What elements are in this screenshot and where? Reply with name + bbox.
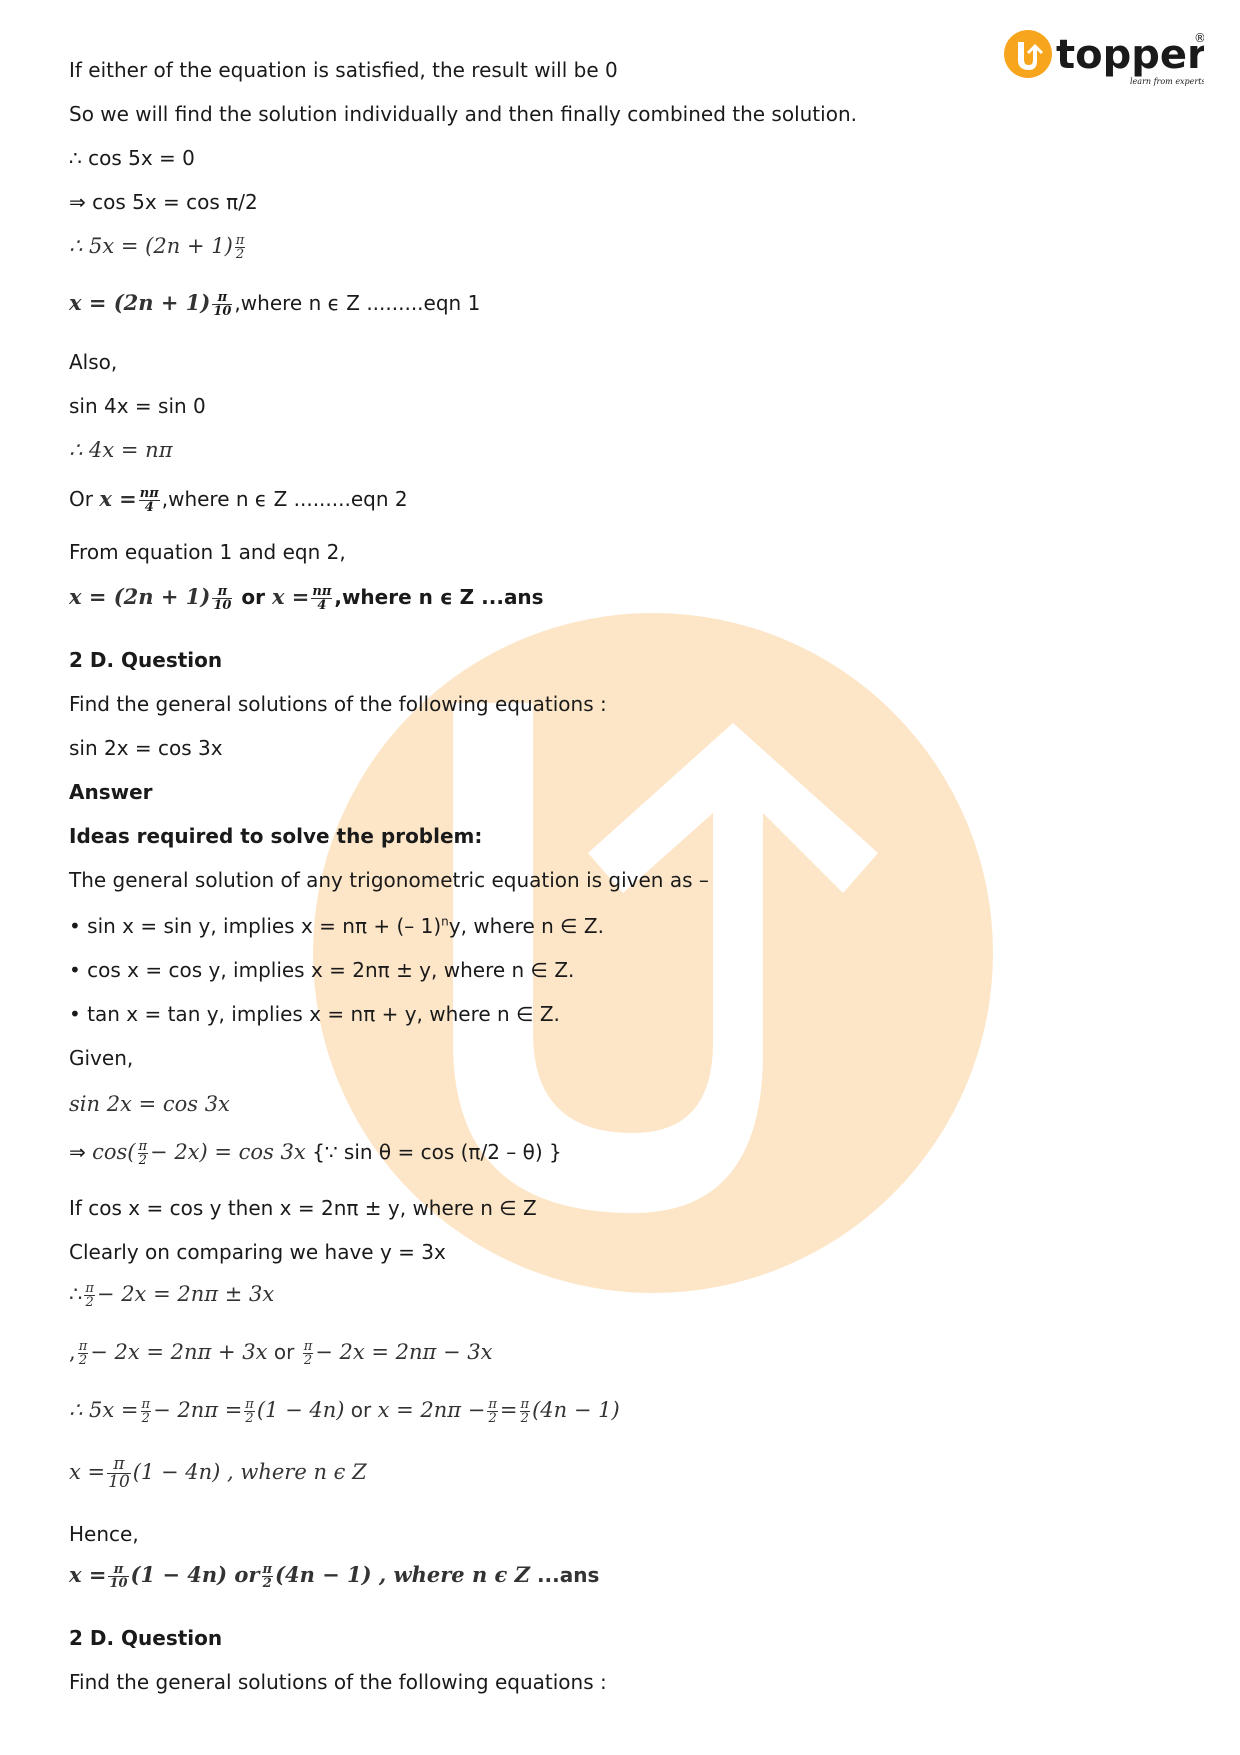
question-heading: 2 D. Question	[69, 1626, 223, 1650]
equation-line	[69, 290, 480, 318]
denominator: 2	[85, 1295, 94, 1310]
text-line: Given,	[69, 1046, 134, 1070]
equation-line: ∴ 4x = nπ	[69, 438, 173, 462]
denominator: 2	[138, 1153, 147, 1168]
equation-math: x =	[69, 1460, 106, 1484]
denominator: 4	[311, 598, 332, 612]
numerator: π	[303, 1339, 313, 1354]
answer-heading: Answer	[69, 780, 153, 804]
list-item-text: • sin x = sin y, implies x = nπ + (– 1)	[69, 914, 442, 938]
denominator: 2	[262, 1576, 272, 1591]
equation-text: ∴ 5x = (2n + 1)	[69, 234, 233, 258]
text-line: ∴ cos 5x = 0	[69, 146, 195, 170]
denominator: 4	[139, 500, 160, 514]
topper-logo-icon	[1004, 30, 1204, 92]
text-line: Hence,	[69, 1522, 139, 1546]
numerator: π	[217, 584, 228, 599]
question-equation: sin 2x = cos 3x	[69, 736, 223, 760]
answer-equation	[69, 1562, 599, 1590]
equation-math: ∴ 5x =	[69, 1398, 139, 1422]
brand-tagline: learn from experts	[1130, 77, 1204, 86]
therefore-symbol: ∴	[69, 1282, 83, 1306]
equation-note: ...ans	[529, 1563, 600, 1587]
equation-note: ,where n ϵ Z .........eqn 1	[234, 291, 481, 315]
denominator: 10	[108, 1472, 130, 1492]
denominator: 2	[303, 1353, 313, 1368]
equation-line	[69, 1398, 620, 1425]
equation-line	[69, 1282, 274, 1309]
question-heading: 2 D. Question	[69, 648, 223, 672]
equation-math: (4n − 1) , where n ϵ Z	[275, 1562, 530, 1587]
equation-math: − 2x = 2nπ ± 3x	[96, 1282, 275, 1306]
equation-line	[69, 234, 247, 261]
equation-note: {∵ sin θ = cos (π/2 – θ) }	[305, 1140, 562, 1164]
list-item: • cos x = cos y, implies x = 2nπ ± y, where n ∈ Z.	[69, 958, 575, 982]
text-line: The general solution of any trigonometric equation is given as –	[69, 868, 709, 892]
text-line: Also,	[69, 350, 118, 374]
equation-note: ,where n ϵ Z ...ans	[334, 585, 544, 609]
equation-math: (1 − 4n) , where n ϵ Z	[132, 1460, 367, 1484]
question-prompt: Find the general solutions of the following equations :	[69, 692, 607, 716]
equation-math: x = (2n + 1)	[69, 584, 211, 609]
numerator: π	[85, 1281, 94, 1296]
numerator: π	[245, 1397, 254, 1412]
numerator: π	[235, 233, 245, 248]
equation-line	[69, 1340, 493, 1367]
text-line: sin 4x = sin 0	[69, 394, 206, 418]
equation-text: or	[234, 585, 272, 609]
numerator: π	[113, 1562, 124, 1577]
equation-math: − 2x) = cos 3x	[150, 1140, 306, 1164]
equation-math: cos(	[92, 1140, 136, 1164]
brand-name: topper	[1056, 32, 1204, 78]
equation-text: x = (2n + 1)	[69, 290, 211, 315]
text-line: So we will find the solution individually and then finally combined the solution.	[69, 102, 857, 126]
numerator: π	[520, 1397, 530, 1412]
ideas-heading: Ideas required to solve the problem:	[69, 824, 483, 848]
numerator: nπ	[312, 584, 332, 599]
text-line: ⇒ cos 5x = cos π/2	[69, 190, 258, 214]
denominator: 10	[213, 598, 232, 613]
numerator: π	[78, 1339, 88, 1354]
equation-math: − 2x = 2nπ + 3x	[90, 1340, 268, 1364]
numerator: π	[262, 1562, 273, 1577]
denominator: 2	[245, 1411, 254, 1426]
equation-math: − 2nπ =	[153, 1398, 243, 1422]
denominator: 10	[109, 1576, 128, 1591]
text-line: If cos x = cos y then x = 2nπ ± y, where n ∈ Z	[69, 1196, 537, 1220]
equation-math: − 2x = 2nπ − 3x	[315, 1340, 493, 1364]
list-item: • tan x = tan y, implies x = nπ + y, where n ∈ Z.	[69, 1002, 560, 1026]
equation-line: sin 2x = cos 3x	[69, 1092, 230, 1116]
equation-note: ,where n ϵ Z .........eqn 2	[161, 487, 408, 511]
equation-text: or	[344, 1398, 378, 1422]
list-item	[69, 914, 604, 938]
equation-math: x =	[271, 584, 310, 609]
equation-math: x =	[69, 1562, 107, 1587]
numerator: π	[138, 1139, 148, 1154]
equation-math: (1 − 4n) or	[130, 1562, 260, 1587]
denominator: 2	[520, 1411, 529, 1426]
registered-mark: ®	[1194, 31, 1204, 45]
denominator: 2	[488, 1411, 497, 1426]
equation-text: ,	[69, 1340, 76, 1364]
equation-math: (4n − 1)	[532, 1398, 620, 1422]
equation-math: (1 − 4n)	[256, 1398, 345, 1422]
question-prompt: Find the general solutions of the following equations :	[69, 1670, 607, 1694]
topper-logo	[1004, 30, 1204, 92]
answer-equation	[69, 584, 544, 612]
equation-line	[69, 486, 408, 514]
denominator: 10	[213, 304, 232, 319]
equation-text: ⇒	[69, 1140, 93, 1164]
numerator: π	[488, 1397, 497, 1412]
denominator: 2	[235, 247, 245, 262]
numerator: π	[113, 1454, 125, 1474]
equation-math: x =	[99, 486, 137, 511]
equation-text: or	[267, 1340, 301, 1364]
equation-text: Or	[69, 487, 100, 511]
numerator: π	[217, 290, 228, 305]
equation-math: x = 2nπ −	[377, 1398, 486, 1422]
equation-math: =	[499, 1398, 518, 1422]
numerator: π	[141, 1397, 151, 1412]
list-item-text: y, where n ∈ Z.	[448, 914, 604, 938]
text-line: From equation 1 and eqn 2,	[69, 540, 346, 564]
superscript: n	[441, 914, 449, 929]
text-line: If either of the equation is satisfied, the result will be 0	[69, 58, 618, 82]
equation-line	[69, 1140, 562, 1167]
denominator: 2	[78, 1353, 88, 1368]
denominator: 2	[141, 1411, 150, 1426]
equation-line	[69, 1456, 367, 1491]
text-line: Clearly on comparing we have y = 3x	[69, 1240, 446, 1264]
numerator: nπ	[139, 486, 159, 501]
